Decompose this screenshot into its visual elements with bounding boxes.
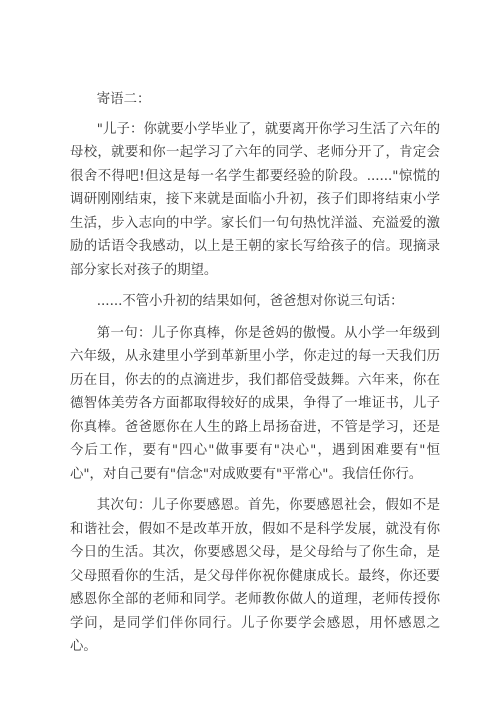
paragraph-intro: ......不管小升初的结果如何，爸爸想对你说三句话：: [96, 294, 404, 309]
paragraph-second-saying: 其次句：儿子你要感恩。首先，你要感恩社会，假如不是和谐社会，假如不是改革开放，假如不是科学发展，就没有你今日的生活。其次，你要感恩父母，是父母给与了你生命，是父母照看你的生活，是父母伴你祝你健康成长。最终，你还要感恩你全部的老师和同学。老师教你做人的道理，老师传授你学问，是同学们伴你同行。儿子你要学会感恩，用怀感恩之心。: [70, 498, 440, 654]
paragraph-first-saying: 第一句：儿子你真棒，你是爸妈的傲慢。从小学一年级到六年级，从永建里小学到革新里小学，你走过的每一天我们历历在目，你去的的点滴进步，我们都倍受鼓舞。六年来，你在德智体美劳各方面都取得较好的成果，争得了一堆证书，儿子你真棒。爸爸愿你在人生的路上昂扬奋进，不管是学习，还是今后工作，要有"四心"做事要有"决心"，遇到困难要有"恒心"，对自己要有"信念"对成败要有"平常心"。我信任你行。: [70, 325, 440, 482]
document-body: [70, 88, 440, 667]
section-heading: 寄语二：: [96, 92, 151, 107]
paragraph-letter: "儿子：你就要小学毕业了，就要离开你学习生活了六年的母校，就要和你一起学习了六年的同学、老师分开了，肯定会很舍不得吧!但这是每一名学生都要经验的阶段。......"惊慌的调研刚刚结束，接下来就是面临小升初，孩子们即将结束小学生活，步入志向的中学。家长们一句句热忱洋溢、充溢爱的激励的话语令我感动，以上是王朝的家长写给孩子的信。现摘录部分家长对孩子的期望。: [70, 121, 440, 278]
